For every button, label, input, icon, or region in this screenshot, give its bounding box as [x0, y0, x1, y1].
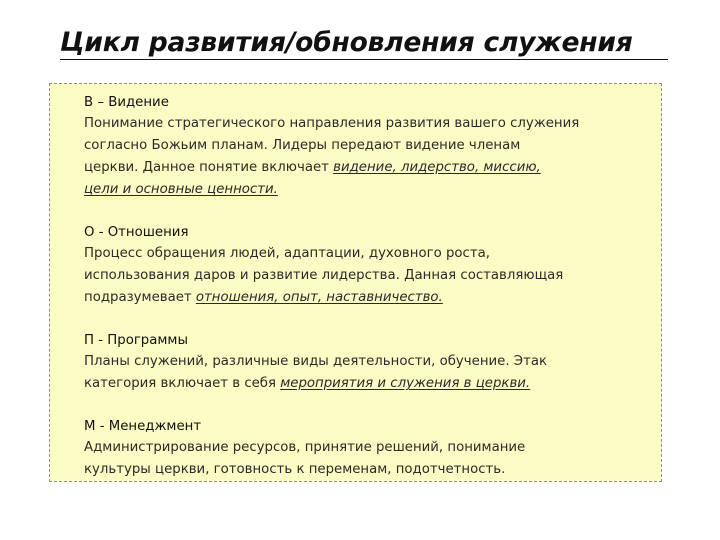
section-vision	[84, 92, 651, 201]
emphasized-terms: цели и основные ценности.	[84, 182, 278, 197]
text-line	[84, 135, 651, 157]
section-text	[84, 243, 651, 309]
plain-text: Планы служений, различные виды деятельности, обучение. Этак	[84, 354, 548, 369]
text-line	[84, 351, 651, 373]
section-heading: П - Программы	[84, 333, 188, 348]
text-line	[84, 113, 651, 135]
section-text	[84, 437, 651, 481]
emphasized-terms: мероприятия и служения в церкви.	[280, 376, 531, 391]
section-heading: В – Видение	[84, 95, 169, 110]
section-relationships	[84, 222, 651, 309]
plain-text: Понимание стратегического направления развития вашего служения	[84, 116, 580, 131]
content-box	[49, 83, 662, 482]
plain-text: культуры церкви, готовность к переменам, подотчетность.	[84, 462, 506, 477]
emphasized-terms: видение, лидерство, миссию,	[333, 160, 541, 175]
section-programs	[84, 330, 651, 395]
emphasized-terms: отношения, опыт, наставничество.	[195, 290, 443, 305]
slide-title: Цикл развития/обновления служения	[60, 27, 633, 58]
title-underline	[60, 59, 668, 60]
text-line	[84, 437, 651, 459]
plain-text: Процесс обращения людей, адаптации, духовного роста,	[84, 246, 490, 261]
section-management	[84, 416, 651, 481]
plain-text: категория включает в себя	[84, 376, 281, 391]
section-heading: М - Менеджмент	[84, 419, 202, 434]
plain-text: согласно Божьим планам. Лидеры передают видение членам	[84, 138, 521, 153]
text-line	[84, 287, 651, 309]
section-heading: О - Отношения	[84, 225, 189, 240]
text-line	[84, 373, 651, 395]
text-line	[84, 265, 651, 287]
plain-text: Администрирование ресурсов, принятие решений, понимание	[84, 440, 526, 455]
section-text	[84, 113, 651, 201]
text-line	[84, 459, 651, 481]
text-line	[84, 157, 651, 179]
text-line	[84, 243, 651, 265]
plain-text: церкви. Данное понятие включает	[84, 160, 334, 175]
plain-text: подразумевает	[84, 290, 196, 305]
text-line	[84, 179, 651, 201]
plain-text: использования даров и развитие лидерства. Данная составляющая	[84, 268, 564, 283]
section-text	[84, 351, 651, 395]
